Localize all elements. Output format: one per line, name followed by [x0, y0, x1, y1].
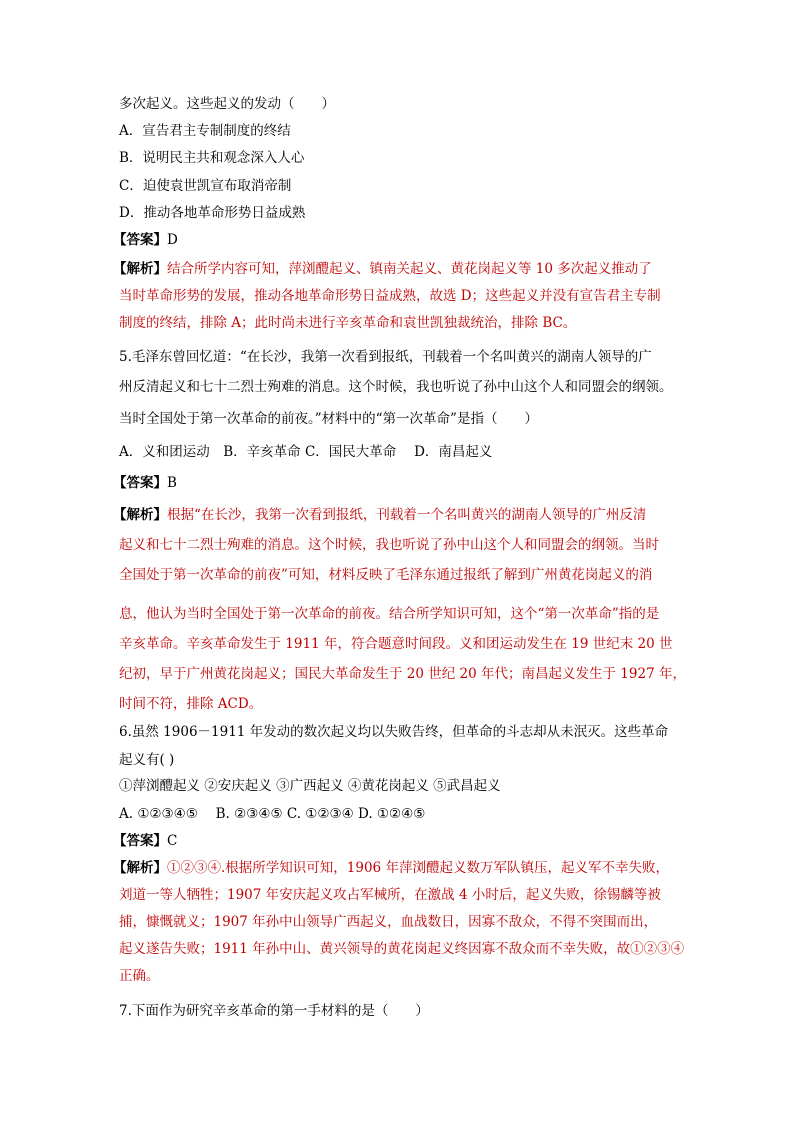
q4-analysis-line-1: 【解析】结合所学内容可知，萍浏醴起义、镇南关起义、黄花岗起义等 10 多次起义推动了 [113, 261, 652, 277]
q6-options: A. ①②③④⑤ B. ②③④⑤ C. ①②③④ D. ①②④⑤ [119, 806, 426, 822]
answer-tag: 【答案】 [113, 833, 167, 849]
q5-stem-line-3: 当时全国处于第一次革命的前夜。”材料中的“第一次革命”是指（ ） [119, 411, 538, 427]
q4-answer [113, 231, 673, 249]
q5-analysis-line-5: 辛亥革命。辛亥革命发生于 1911 年，符合题意时间段。义和团运动发生在 19 世纪末 20 世 [119, 636, 673, 652]
answer-tag: 【答案】 [113, 475, 167, 491]
analysis-tag: 【解析】 [113, 261, 167, 277]
q6-analysis-line-2: 刘道一等人牺牲；1907 年安庆起义攻占军械所，在激战 4 小时后，起义失败，徐锡麟等被 [119, 887, 661, 903]
q6-analysis-line-5: 正确。 [119, 968, 160, 984]
q5-analysis-line-1: 【解析】根据“在长沙，我第一次看到报纸，刊载着一个名叫黄兴的湖南人领导的广州反清 [113, 507, 647, 523]
answer-value: C [167, 833, 178, 849]
q6-items: ①萍浏醴起义 ②安庆起义 ③广西起义 ④黄花岗起义 ⑤武昌起义 [119, 778, 501, 794]
q4-option-c: C．迫使袁世凯宣布取消帝制 [119, 178, 292, 194]
q7-stem: 7.下面作为研究辛亥革命的第一手材料的是（ ） [119, 1003, 429, 1019]
q5-stem-line-2: 州反清起义和七十二烈士殉难的消息。这个时候，我也听说了孙中山这个人和同盟会的纲领。 [119, 379, 673, 395]
q6-analysis-line-1: 【解析】①②③④.根据所学知识可知，1906 年萍浏醴起义数万军队镇压，起义军不幸失败， [113, 860, 669, 876]
analysis-tag: 【解析】 [113, 507, 167, 523]
q4-option-a: A．宣告君主专制制度的终结 [119, 123, 291, 139]
q4-analysis-line-2: 当时革命形势的发展，推动各地革命形势日益成熟，故选 D；这些起义并没有宣告君主专制 [119, 288, 661, 304]
q4-option-d: D．推动各地革命形势日益成熟 [119, 205, 306, 221]
answer-value: D [167, 232, 178, 248]
q6-stem-line-2: 起义有( ) [119, 752, 175, 768]
q5-options: A．义和团运动 B．辛亥革命 C．国民大革命 D．南昌起义 [119, 444, 493, 460]
q4-option-b: B．说明民主共和观念深入人心 [119, 150, 305, 166]
q6-stem-line-1: 6.虽然 1906－1911 年发动的数次起义均以失败告终，但革命的斗志却从未泯灭。这些革命 [119, 724, 669, 740]
q6-answer [113, 832, 673, 850]
q5-analysis-line-6: 纪初，早于广州黄花岗起义；国民大革命发生于 20 世纪 20 年代；南昌起义发生于 1927 年， [119, 666, 686, 682]
answer-tag: 【答案】 [113, 232, 167, 248]
q4-analysis-line-3: 制度的终结，排除 A；此时尚未进行辛亥革命和袁世凯独裁统治，排除 BC。 [119, 315, 577, 331]
q5-stem-line-1: 5.毛泽东曾回忆道：“在长沙，我第一次看到报纸，刊载着一个名叫黄兴的湖南人领导的广 [119, 349, 652, 365]
q5-analysis-line-4: 息，他认为当时全国处于第一次革命的前夜。结合所学知识可知，这个“第一次革命”指的是 [119, 606, 660, 622]
q5-analysis-line-3: 全国处于第一次革命的前夜”可知，材料反映了毛泽东通过报纸了解到广州黄花岗起义的消 [119, 567, 653, 583]
q5-analysis-line-2: 起义和七十二烈士殉难的消息。这个时候，我也听说了孙中山这个人和同盟会的纲领。当时 [119, 537, 659, 553]
analysis-tag: 【解析】 [113, 860, 167, 876]
q6-analysis-line-4: 起义遂告失败；1911 年孙中山、黄兴领导的黄花岗起义终因寡不敌众而不幸失败，故①②③④ [119, 941, 685, 957]
q5-analysis-line-7: 时间不符，排除 ACD。 [119, 696, 263, 712]
q5-answer [113, 474, 673, 492]
q4-stem-end: 多次起义。这些起义的发动（ ） [119, 96, 335, 112]
q6-analysis-line-3: 捕，慷慨就义；1907 年孙中山领导广西起义，血战数日，因寡不敌众，不得不突围而出， [119, 914, 658, 930]
answer-value: B [167, 475, 177, 491]
